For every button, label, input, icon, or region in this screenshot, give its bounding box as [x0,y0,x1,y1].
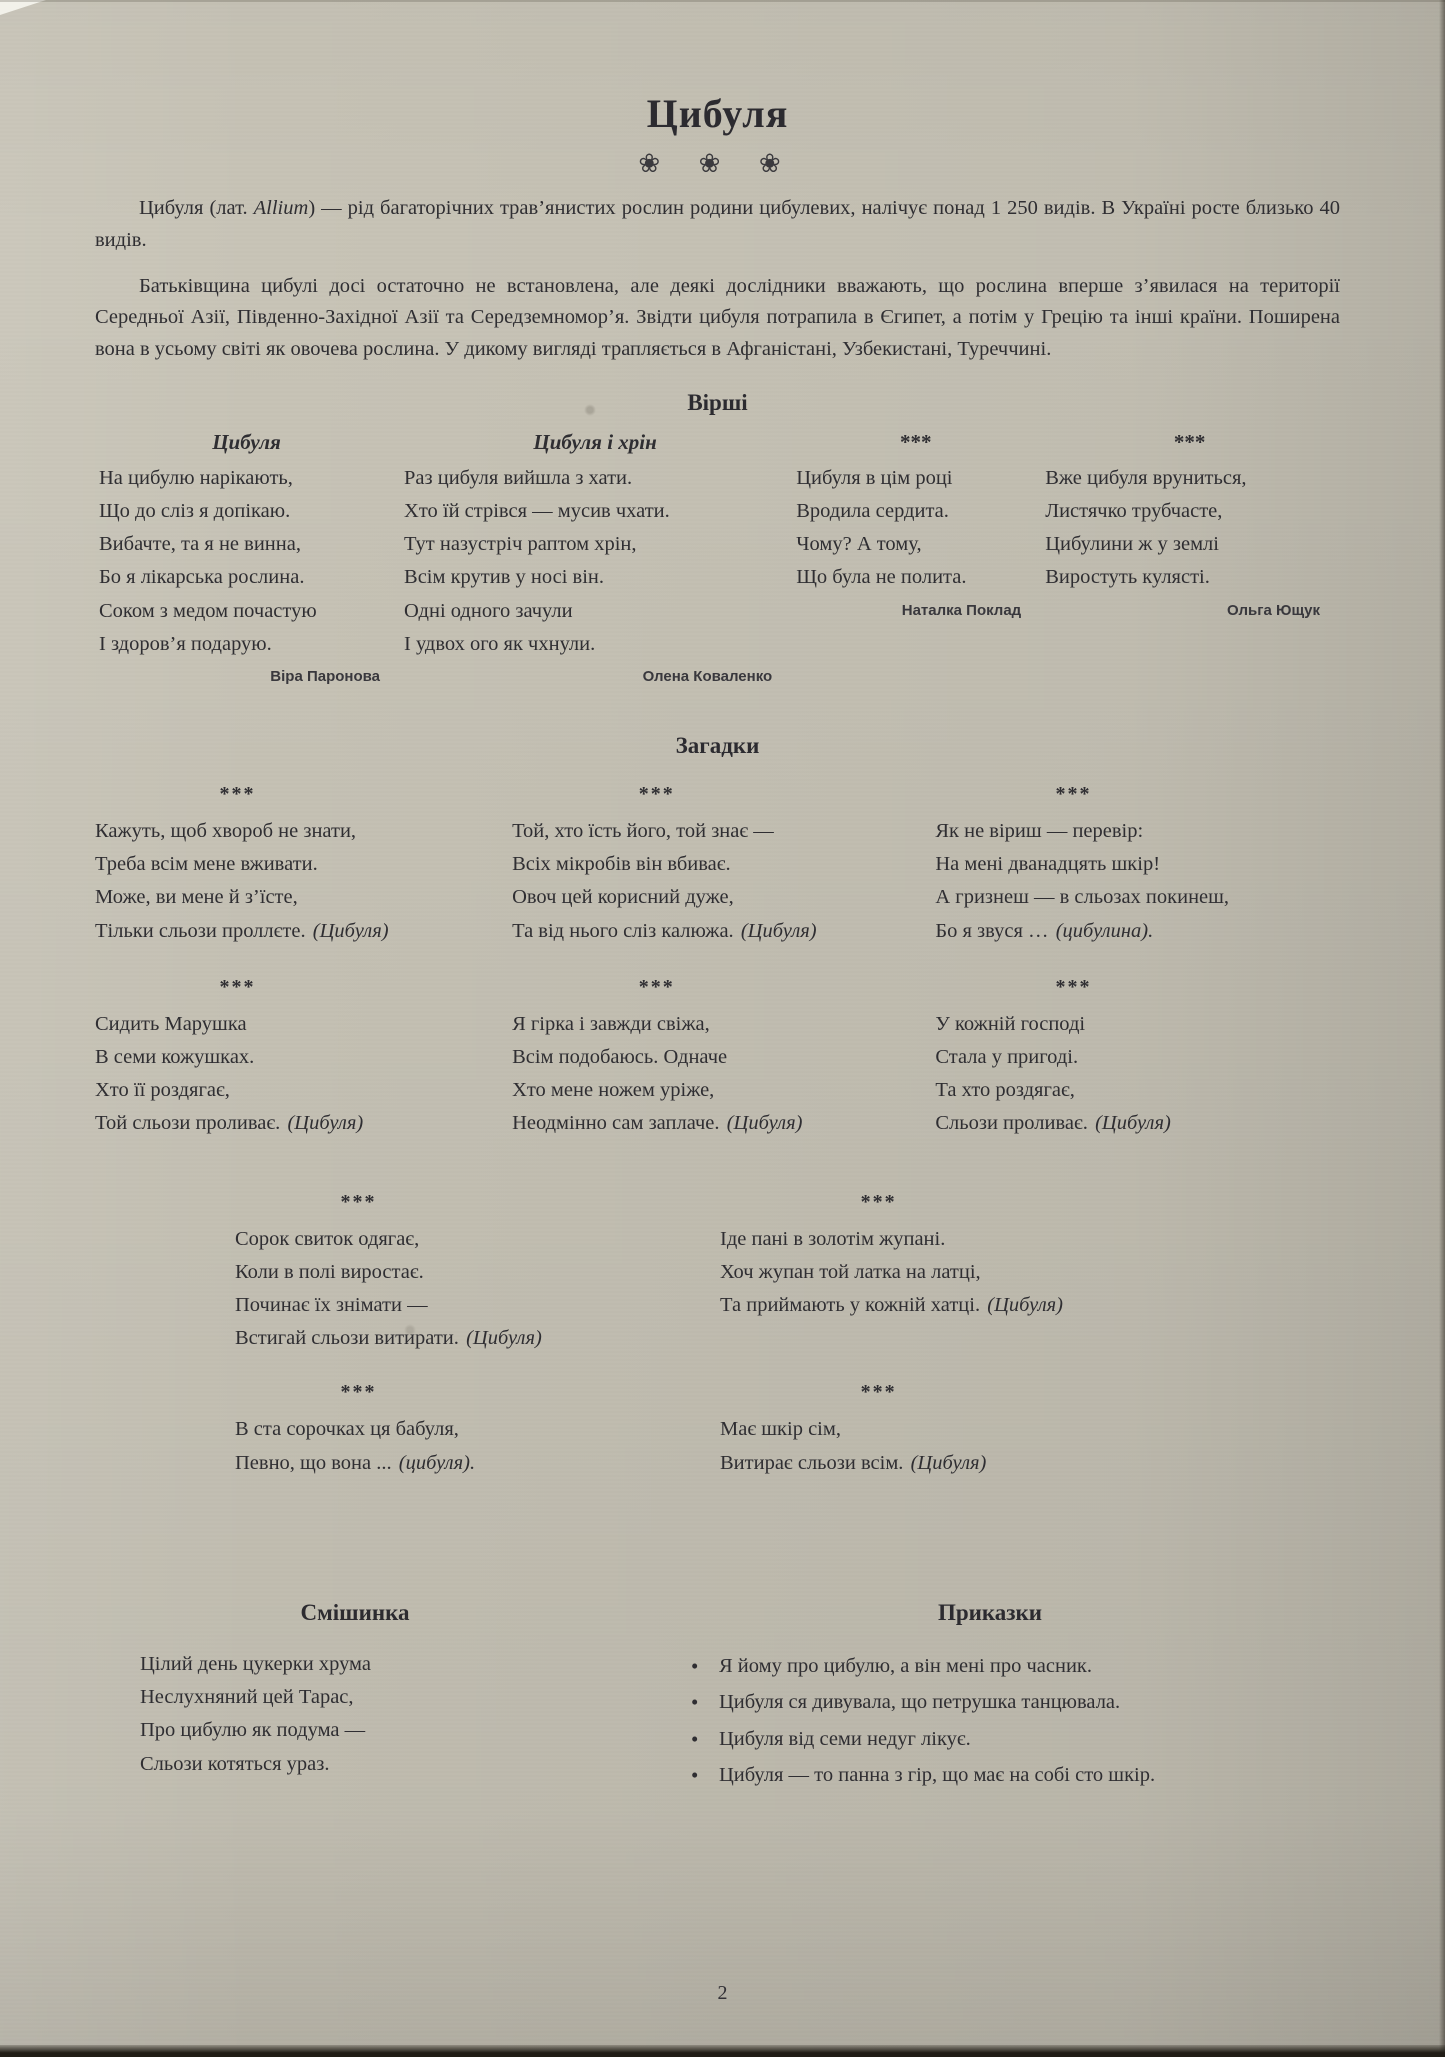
riddle-8 [720,1191,1340,1356]
riddle-tail: Той сльози проливає. [95,1112,281,1135]
intro-paragraph-2: Батьківщина цибулі досі остаточно не встановлена, але деякі дослідники вважають, що рослина вперше з’явилася на території Середньої Азії, Південно-Західної Азії та Середземномор’я. Звідти цибуля потрапила в Єгипет, а потім у Грецію та інші країни. Поширена вона в усьому світі як овочева рослина. У дикому вигляді трапляється в Афганістані, Узбекистані, Туреччині. [95,274,1340,361]
joke-section [95,1600,615,1794]
proverbs-list [640,1648,1340,1794]
scan-corner-artifact [0,0,46,15]
verse-line [935,1107,1330,1140]
proverbs-section [640,1600,1340,1794]
verse-line: Стала у пригоді. [935,1046,1079,1069]
riddle-tail: Тільки сльози проллєте. [95,919,306,942]
verse-line: Сльози котяться ураз. [140,1752,330,1775]
poem-author: Олена Коваленко [642,668,773,686]
section-heading-joke: Смішинка [300,1599,410,1625]
riddle-answer: (Цибуля) [287,1112,364,1135]
verse-line: Цибулини ж у землі [1045,533,1219,556]
section-heading-riddles: Загадки [675,733,760,759]
riddle-tail: Неодмінно сам заплаче. [512,1112,720,1135]
verse-line: Хто мене ножем уріже, [512,1079,715,1102]
verse-line: На мені дванадцять шкір! [935,853,1161,876]
verse-line: Треба всім мене вживати. [95,853,318,876]
riddle-7 [235,1191,720,1356]
verse-line: Бо я лікарська рослина. [99,566,305,589]
riddle-answer: (Цибуля) [466,1327,542,1350]
asterisk-marker: *** [1055,783,1092,806]
riddle-answer: (Цибуля) [1095,1112,1171,1135]
poem-1 [95,430,400,685]
asterisk-marker: *** [340,1381,377,1404]
riddle-answer: (Цибуля) [740,919,817,942]
poem-author: Ольга Ющук [1227,601,1320,619]
verse-line: Має шкір сім, [720,1418,841,1441]
verse-line: Іде пані в золотім жупані. [720,1227,946,1250]
riddles-row-3 [235,1191,1340,1356]
riddle-4 [95,976,512,1141]
verse-line: Одні одного зачули [404,599,573,622]
verse-line [235,1322,710,1355]
verse-line: Виростуть кулясті. [1045,566,1210,589]
intro-text: ) — рід багаторічних трав’янистих рослин родини цибулевих, налічує понад 1 250 видів. В Україні росте близько 40 видів. [95,197,1340,251]
verse-line: Раз цибуля вийшла з хати. [404,466,633,489]
verse-line: Неслухняний цей Тарас, [140,1686,354,1709]
riddle-tail: Встигай сльози витирати. [235,1327,459,1350]
verse-line: Сорок свиток одягає, [235,1227,420,1250]
asterisk-marker: *** [638,783,675,806]
proverb-item: • Цибуля — то панна з гір, що має на собі сто шкір. [685,1757,1340,1793]
verse-line: Тут назустріч раптом хрін, [404,533,637,556]
riddle-1 [95,783,512,948]
poem-title: Цибуля і хрін [533,429,657,454]
asterisk-marker: *** [638,975,675,998]
verse-line: Хто їй стрівся — мусив чхати. [404,500,670,523]
asterisk-marker: *** [219,975,256,998]
riddle-answer: (Цибуля) [910,1451,987,1474]
riddle-2 [512,783,935,948]
verse-line: Коли в полі виростає. [235,1260,424,1283]
verse-line: Всім подобаюсь. Одначе [512,1046,728,1069]
poem-2 [400,430,792,685]
verse-line [935,915,1330,948]
verse-line: Та хто роздягає, [935,1079,1075,1102]
section-heading-proverbs: Приказки [937,1599,1043,1625]
riddle-answer: (цибулина). [1055,919,1154,942]
verse-line: А гризнеш — в сльозах покинеш, [935,886,1230,909]
flower-ornament-icon: ❀ ❀ ❀ [638,149,797,178]
riddle-tail: Сльози проливає. [935,1112,1088,1135]
verse-line: Про цибулю як подума — [140,1719,366,1742]
riddle-5 [512,976,935,1141]
verse-line: Листячко трубчасте, [1045,500,1223,523]
riddle-tail: Певно, що вона ... [235,1451,392,1474]
page-title: Цибуля [646,91,789,136]
scan-edge-bottom [0,2045,1445,2057]
verse-line: Цілий день цукерки хрума [140,1652,371,1675]
verse-line: Що була не полита. [796,566,967,589]
verse-line: Як не віриш — перевір: [935,820,1144,843]
verse-line: Може, ви мене й з’їсте, [95,886,298,909]
riddles-row-1 [95,783,1340,948]
verse-line: Той, хто їсть його, той знає — [512,820,774,843]
poem-title: *** [899,429,932,454]
verse-line: І здоров’я подарую. [99,632,272,655]
riddles-row-4 [235,1381,1340,1479]
verse-line: Хто її роздягає, [95,1079,230,1102]
verse-line: Я гірка і завжди свіжа, [512,1012,710,1035]
poem-author: Віра Паронова [270,668,381,686]
latin-name: Allium [253,197,309,219]
bottom-sections [95,1600,1340,1794]
verse-line [95,915,502,948]
verse-line [720,1447,1330,1480]
riddle-tail: Бо я звуся … [935,919,1049,942]
poem-3 [792,430,1041,685]
verse-line: В семи кожушках. [95,1046,255,1069]
verse-line: Соком з медом почастую [99,599,317,622]
verse-line [512,915,925,948]
verse-line: Вже цибуля вруниться, [1045,466,1247,489]
riddle-answer: (Цибуля) [312,919,389,942]
verse-line: Хоч жупан той латка на латці, [720,1260,981,1283]
verse-line: Вибачте, та я не винна, [99,533,301,556]
verse-line: Починає їх знімати — [235,1294,428,1317]
verse-line: Овоч цей корисний дуже, [512,886,734,909]
poem-author: Наталка Поклад [901,601,1022,619]
riddle-answer: (цибуля). [398,1451,476,1474]
asterisk-marker: *** [340,1190,377,1213]
verse-line: Цибуля в цім році [796,466,953,489]
verse-line: Всіх мікробів він вбиває. [512,853,731,876]
section-heading-poems: Вірші [687,389,748,415]
page-number: 2 [717,1982,728,2004]
riddle-6 [935,976,1340,1141]
joke-text [95,1648,615,1781]
verse-line: У кожній господі [935,1012,1086,1035]
verse-line: В ста сорочках ця бабуля, [235,1418,459,1441]
riddle-9 [235,1381,720,1479]
proverb-item: • Цибуля ся дивувала, що петрушка танцювала. [685,1684,1340,1720]
verse-line: Кажуть, щоб хвороб не знати, [95,820,357,843]
riddles-row-2 [95,976,1340,1141]
verse-line: Чому? А тому, [796,533,922,556]
asterisk-marker: *** [860,1190,897,1213]
verse-line [95,1107,502,1140]
poem-title: *** [1173,429,1206,454]
intro-paragraph-1 [95,193,1340,257]
proverb-item: • Я йому про цибулю, а він мені про часник. [685,1648,1340,1684]
verse-line: На цибулю нарікають, [99,466,293,489]
riddle-tail: Та приймають у кожній хатці. [720,1294,981,1317]
riddle-tail: Витирає сльози всім. [720,1451,904,1474]
verse-line [512,1107,925,1140]
asterisk-marker: *** [219,783,256,806]
intro-text: Цибуля (лат. [139,197,254,219]
verse-line [235,1447,710,1480]
riddle-3 [935,783,1340,948]
verse-line [720,1289,1330,1322]
scan-edge-top [0,0,1445,2]
poem-title: Цибуля [212,429,281,454]
riddle-tail: Та від нього сліз калюжа. [512,919,734,942]
scan-edge-right [1439,0,1445,2057]
verse-line: І удвох ого як чхнули. [404,632,596,655]
verse-line: Вродила сердита. [796,500,949,523]
verse-line: Всім крутив у носі він. [404,566,605,589]
verse-line: Сидить Марушка [95,1012,247,1035]
poems-columns [95,430,1340,685]
riddle-10 [720,1381,1340,1479]
asterisk-marker: *** [860,1381,897,1404]
verse-line: Що до сліз я допікаю. [99,500,291,523]
poem-4 [1041,430,1340,685]
riddle-answer: (Цибуля) [726,1112,803,1135]
proverb-item: • Цибуля від семи недуг лікує. [685,1721,1340,1757]
riddle-answer: (Цибуля) [987,1294,1064,1317]
asterisk-marker: *** [1055,975,1092,998]
